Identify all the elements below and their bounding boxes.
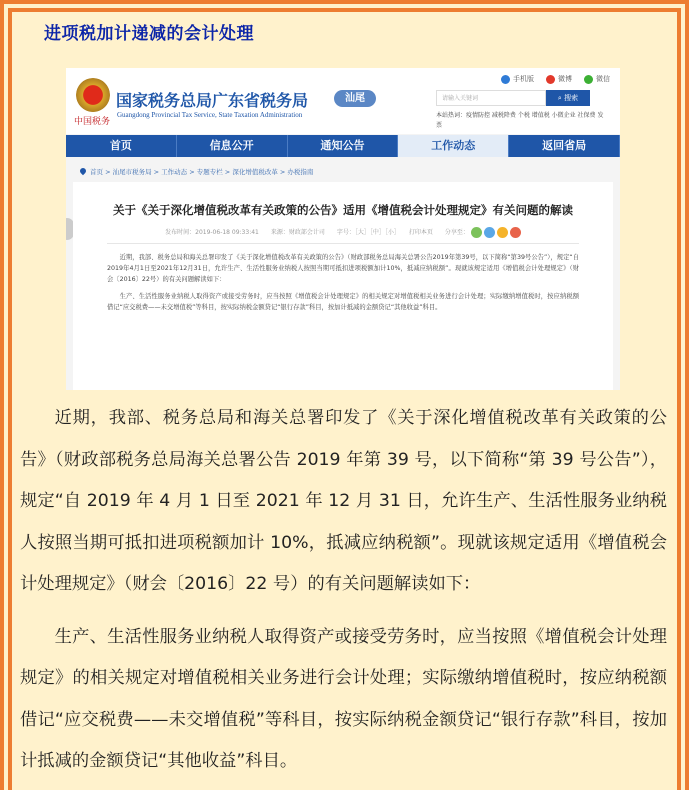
- article-body: [107, 252, 579, 313]
- search-button[interactable]: ⌕ 搜索: [546, 90, 590, 106]
- link-label: 微博: [558, 75, 572, 83]
- share-weibo-icon[interactable]: [510, 227, 521, 238]
- article-paragraph: 生产、生活性服务业纳税人取得资产或接受劳务时，应当按照《增值税会计处理规定》的相关规定对增值税相关业务进行会计处理；实际缴纳增值税时，按应纳税额借记“应交税费——未交增值税”等科目，按实际纳税金额贷记“银行存款”科目，按加计抵减的金额贷记“其他收益”科目。: [107, 293, 579, 311]
- article-meta: [87, 227, 599, 239]
- article-title: 关于《关于深化增值税改革有关政策的公告》适用《增值税会计处理规定》有关问题的解读: [113, 203, 573, 217]
- mobile-link[interactable]: [501, 74, 534, 84]
- weibo-link[interactable]: [546, 74, 572, 84]
- site-header: [66, 68, 620, 134]
- body-text: [20, 398, 667, 794]
- breadcrumb-text[interactable]: 首页 > 汕尾市税务局 > 工作动态 > 专题专栏 > 深化增值税改革 > 办税指南: [90, 168, 314, 176]
- link-label: 微信: [596, 75, 610, 83]
- city-badge[interactable]: 汕尾: [334, 90, 376, 107]
- section-heading: 进项税加计递减的会计处理: [44, 24, 254, 44]
- hot-words: 本站热词：疫情防控 减税降费 个税 增值税 小微企业 社保费 发票: [436, 112, 604, 129]
- national-emblem-icon: [76, 78, 110, 112]
- nav-info[interactable]: 信息公开: [177, 135, 288, 157]
- share-qq-icon[interactable]: [484, 227, 495, 238]
- mobile-icon: [501, 75, 510, 84]
- embedded-screenshot: [66, 68, 620, 390]
- share-qzone-icon[interactable]: [497, 227, 508, 238]
- nav-back[interactable]: 返回省局: [509, 135, 620, 157]
- meta-text: 发布时间：2019-06-18 09:33:41 来源：财政部会计司 字号：［大］［中］［小］ 打印本页 分享至：: [165, 229, 469, 236]
- body-paragraph: 近期，我部、税务总局和海关总署印发了《关于深化增值税改革有关政策的公告》（财政部税务总局海关总署公告 2019 年第 39 号，以下简称“第 39 号公告”），规定“自 2019 年 4 月 1 日至 2021 年 12 月 31 日，允许生产、生活性服务业纳税人按照当期可抵扣进项税额加计 10%，抵减应纳税额”。现就该规定适用《增值税会计处理规定》（财会〔2016〕22 号）的有关问题解读如下：: [20, 408, 667, 594]
- nav-notice[interactable]: 通知公告: [288, 135, 399, 157]
- nav-home[interactable]: 首页: [66, 135, 177, 157]
- site-name-en: Guangdong Provincial Tax Service, State Taxation Administration: [117, 111, 303, 119]
- top-links: [501, 74, 610, 84]
- location-pin-icon: [79, 167, 87, 175]
- search-input[interactable]: 请输入关键词: [436, 90, 546, 106]
- body-paragraph: 生产、生活性服务业纳税人取得资产或接受劳务时，应当按照《增值税会计处理规定》的相关规定对增值税相关业务进行会计处理；实际缴纳增值税时，按应纳税额借记“应交税费——未交增值税”等科目，按实际纳税金额贷记“银行存款”科目，按加计抵减的金额贷记“其他收益”科目。: [20, 626, 667, 771]
- breadcrumb: [80, 167, 313, 176]
- main-nav: [66, 135, 620, 157]
- search-button-label: 搜索: [564, 94, 579, 102]
- link-label: 手机版: [513, 75, 534, 83]
- wechat-icon: [584, 75, 593, 84]
- article-card: [73, 182, 613, 390]
- divider: [107, 243, 579, 244]
- share-wechat-icon[interactable]: [471, 227, 482, 238]
- nav-work[interactable]: 工作动态: [398, 135, 509, 157]
- wechat-link[interactable]: [584, 74, 610, 84]
- site-name: 国家税务总局广东省税务局: [116, 91, 309, 110]
- article-paragraph: 近期，我部、税务总局和海关总署印发了《关于深化增值税改革有关政策的公告》（财政部税务总局海关总署公告2019年第39号，以下简称“第39号公告”），规定“自2019年4月1日至2021年12月31日，允许生产、生活性服务业纳税人按照当期可抵扣进项税额加计10%，抵减应纳税额”。现就该规定适用《增值税会计处理规定》（财会〔2016〕22号）的有关问题解读如下：: [107, 254, 579, 283]
- weibo-icon: [546, 75, 555, 84]
- emblem-text: 中国税务: [74, 117, 111, 127]
